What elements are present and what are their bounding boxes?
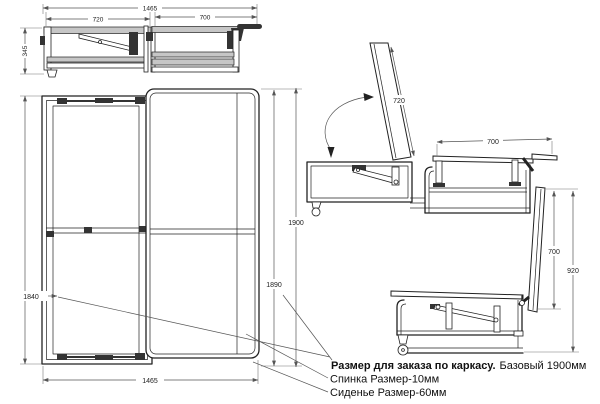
bed-frame-left-inner xyxy=(401,304,406,335)
post-foot xyxy=(433,183,445,187)
foot xyxy=(514,331,523,336)
ext-frame-left xyxy=(425,167,432,213)
dim-label-width: 1465 xyxy=(142,378,158,385)
back-note: Спинка Размер-10мм xyxy=(330,373,440,386)
dim-label-folded-height: 345 xyxy=(22,45,29,57)
notes-block xyxy=(330,360,586,399)
view-open-seat xyxy=(307,43,557,216)
bed-frame-left xyxy=(397,300,404,335)
slider-bracket xyxy=(95,98,113,103)
caster-bracket xyxy=(398,335,408,344)
slider-bracket xyxy=(135,353,145,360)
slider-bracket xyxy=(135,97,145,104)
bolt xyxy=(436,305,440,309)
order-note-bold: Размер для заказа по каркасу. xyxy=(331,360,496,372)
bolt xyxy=(357,169,360,172)
slider-bracket xyxy=(95,355,113,360)
bed-board xyxy=(391,291,523,299)
bracket xyxy=(40,36,45,45)
view-plan xyxy=(14,88,309,385)
bottom-rail xyxy=(47,57,146,62)
slider-bracket xyxy=(57,98,67,104)
slider-bracket xyxy=(57,354,67,360)
bolt xyxy=(99,41,102,44)
arc-arrow-right xyxy=(364,93,375,101)
frame-innermost xyxy=(53,106,139,354)
foot xyxy=(47,70,57,77)
rail xyxy=(152,67,238,72)
link-plate xyxy=(129,32,138,55)
dim-label-inner-length: 1890 xyxy=(266,282,282,289)
post xyxy=(436,161,442,183)
dim-label-outer-length: 1900 xyxy=(288,220,304,227)
dim-label-seat: 700 xyxy=(487,139,499,146)
dim-label-folded-right: 700 xyxy=(199,14,211,22)
view-folded-side xyxy=(20,4,262,77)
caster-hub xyxy=(402,349,405,352)
leader-seat-note xyxy=(253,362,328,392)
hinge xyxy=(84,227,92,233)
leader-order-note-2 xyxy=(283,295,332,360)
hinge xyxy=(46,231,54,237)
frame-inner xyxy=(47,101,148,360)
rail xyxy=(152,59,234,65)
fold-strut xyxy=(434,305,497,322)
order-note-regular: Базовый 1900мм xyxy=(499,360,587,372)
post xyxy=(512,160,518,182)
arc-arrow-down xyxy=(328,147,335,158)
right-post xyxy=(233,30,239,72)
post xyxy=(446,303,452,329)
rotation-arc xyxy=(325,97,367,150)
dim-label-folded-left: 720 xyxy=(92,16,104,24)
seat-note: Сиденье Размер-60мм xyxy=(330,387,447,399)
top-rail xyxy=(152,27,238,33)
dim-label-panel: 700 xyxy=(548,249,560,256)
post-foot xyxy=(509,182,521,186)
order-note xyxy=(331,360,586,372)
bolt xyxy=(394,180,398,184)
fold-strut xyxy=(79,34,132,51)
bolt xyxy=(494,318,498,322)
rail xyxy=(152,52,234,57)
bottom-rail-2 xyxy=(47,63,146,68)
backrest-panel-plan xyxy=(146,89,259,358)
hinge xyxy=(146,32,153,41)
dim-label-frame-length: 1840 xyxy=(23,294,39,301)
dim-label-overall-height: 920 xyxy=(567,268,579,275)
caster-wheel xyxy=(312,208,320,216)
view-upright-bed xyxy=(391,187,583,355)
seat-board-lip xyxy=(532,154,557,160)
frame-outer xyxy=(42,96,152,364)
dim-label-folded-total: 1465 xyxy=(142,5,158,13)
bolt xyxy=(520,301,525,306)
caster-bracket xyxy=(312,202,321,208)
dim-label-backrest: 720 xyxy=(393,98,405,105)
